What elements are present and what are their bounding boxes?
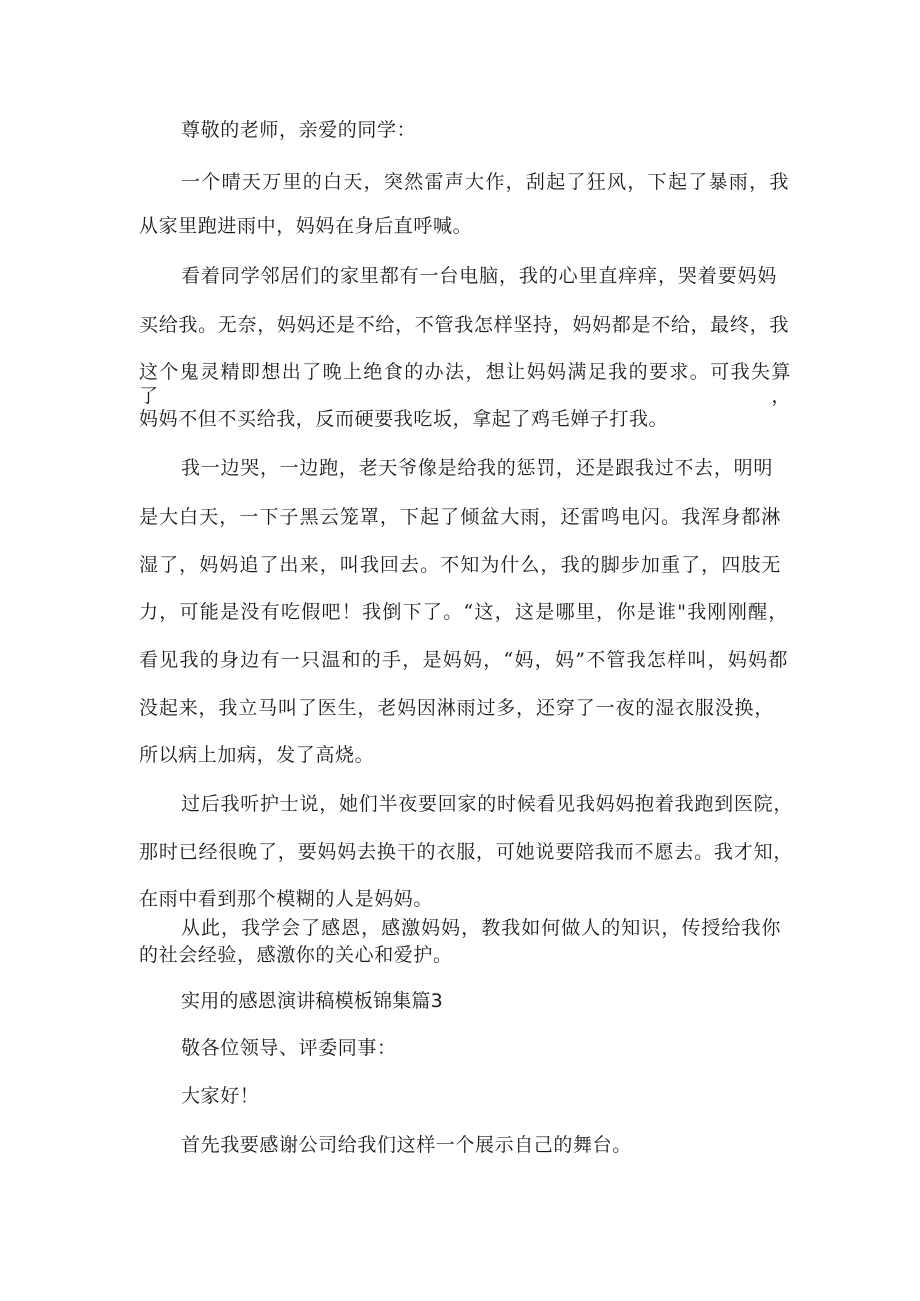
paragraph-3-line-1: 我一边哭，一边跑，老天爷像是给我的惩罚，还是跟我过不去，明明 xyxy=(181,457,773,479)
paragraph-1-line-2: 从家里跑进雨中，妈妈在身后直呼喊。 xyxy=(139,215,473,237)
thanks-line: 首先我要感谢公司给我们这样一个展示自己的舞台。 xyxy=(181,1134,632,1156)
paragraph-5-line-2: 的社会经验，感激你的关心和爱护。 xyxy=(139,944,453,966)
paragraph-3-line-3: 湿了，妈妈追了出来，叫我回去。不知为什么，我的脚步加重了，四肢无 xyxy=(139,554,781,576)
salutation-line: 尊敬的老师，亲爱的同学： xyxy=(181,119,417,141)
section-heading: 实用的感恩演讲稿模板锦集篇3 xyxy=(181,990,443,1012)
paragraph-3-line-4: 力，可能是没有吃假吧！我倒下了。“这，这是哪里，你是谁"我刚刚醒， xyxy=(139,601,788,623)
paragraph-2-line-2: 买给我。无奈，妈妈还是不给，不管我怎样坚持，妈妈都是不给，最终，我 xyxy=(139,314,789,336)
paragraph-2-line-1: 看着同学邻居们的家里都有一台电脑，我的心里直痒痒，哭着要妈妈 xyxy=(181,265,777,287)
paragraph-5-line-1: 从此，我学会了感恩，感激妈妈，教我如何做人的知识，传授给我你 xyxy=(181,917,781,939)
hello-line: 大家好！ xyxy=(181,1085,260,1107)
paragraph-4-line-1: 过后我听护士说，她们半夜要回家的时候看见我妈妈抱着我跑到医院， xyxy=(181,793,793,815)
paragraph-4-line-2: 那时已经很晚了，要妈妈去换干的衣服，可她说要陪我而不愿去。我才知， xyxy=(139,841,793,863)
paragraph-3-line-2: 是大白天，一下子黑云笼罩，下起了倾盆大雨，还雷鸣电闪。我浑身都淋 xyxy=(139,506,781,528)
paragraph-4-line-3: 在雨中看到那个模糊的人是妈妈。 xyxy=(139,888,434,910)
paragraph-1-line-1: 一个晴天万里的白天，突然雷声大作，刮起了狂风，下起了暴雨，我 xyxy=(181,171,789,193)
paragraph-2-line-3: 这个鬼灵精即想出了晚上绝食的办法，想让妈妈满足我的要求。可我失算了， xyxy=(139,361,791,407)
paragraph-3-line-7: 所以病上加病，发了高烧。 xyxy=(139,744,375,766)
paragraph-3-line-5: 看见我的身边有一只温和的手，是妈妈，“妈，妈”不管我怎样叫，妈妈都 xyxy=(139,649,788,671)
paragraph-3-line-6: 没起来，我立马叫了医生，老妈因淋雨过多，还穿了一夜的湿衣服没换， xyxy=(139,697,774,719)
greeting-line: 敬各位领导、评委同事： xyxy=(181,1037,397,1059)
paragraph-2-line-4: 妈妈不但不买给我，反而硬要我吃坂，拿起了鸡毛婵子打我。 xyxy=(139,408,669,430)
